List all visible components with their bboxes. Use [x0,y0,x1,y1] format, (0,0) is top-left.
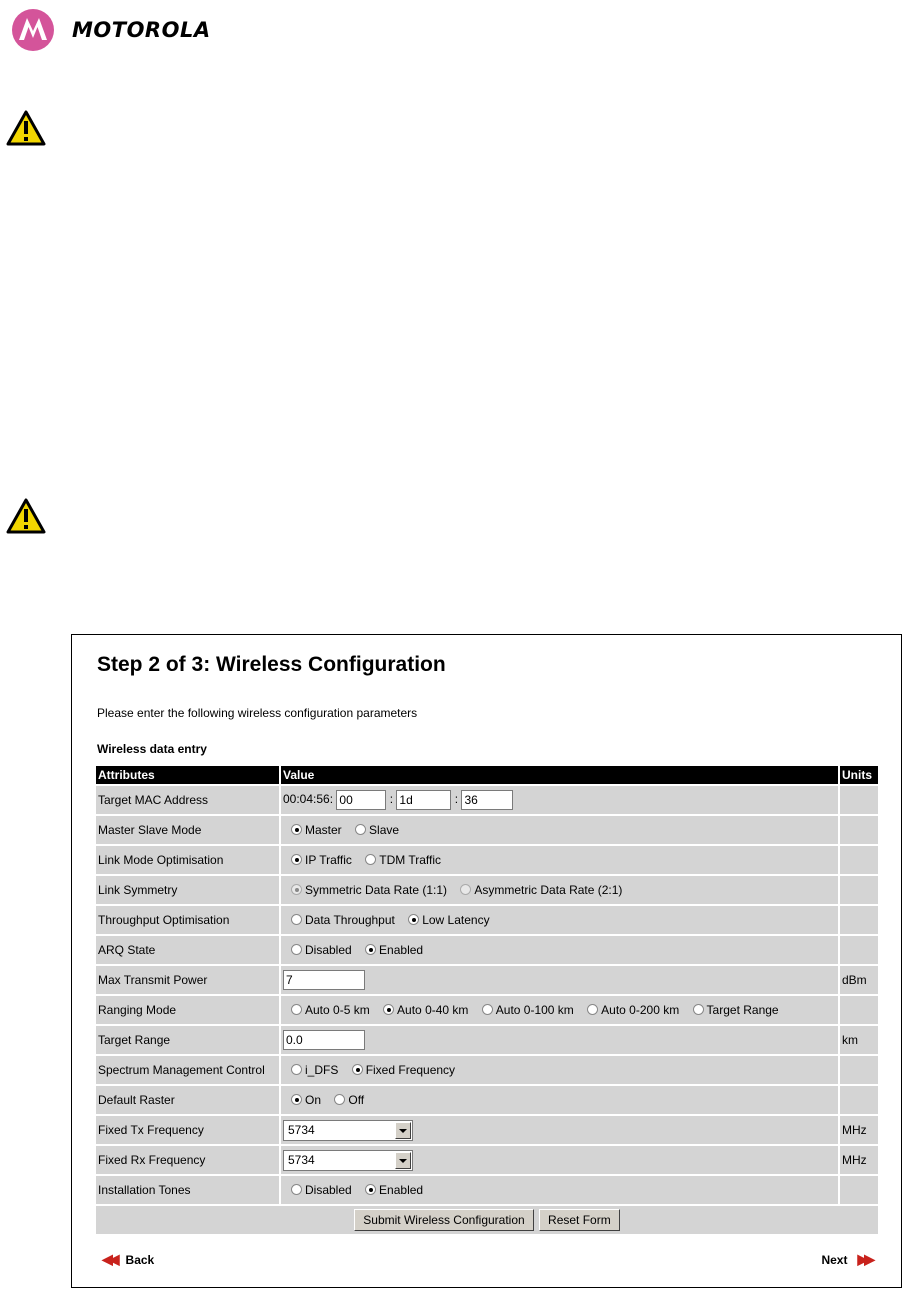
fixed-frequency-label: Fixed Frequency [365,1063,456,1077]
asymmetric-label: Asymmetric Data Rate (2:1) [474,883,623,897]
reset-form-button[interactable]: Reset Form [539,1209,620,1231]
row-default-raster [96,1086,878,1114]
row-link-symmetry [96,876,878,904]
low-latency-radio[interactable] [408,914,419,925]
attr-label: Ranging Mode [96,996,279,1024]
attr-label: Fixed Rx Frequency [96,1146,279,1174]
header-attributes: Attributes [96,766,279,784]
attr-label: Spectrum Management Control [96,1056,279,1084]
tones-enabled-radio[interactable] [365,1184,376,1195]
motorola-batwing-icon [12,9,54,51]
mac-octet-1-input[interactable]: 00 [336,790,386,810]
next-link[interactable] [821,1251,871,1268]
range-0-200-label: Auto 0-200 km [601,1003,680,1017]
attr-label: Throughput Optimisation [96,906,279,934]
ip-traffic-radio[interactable] [291,854,302,865]
header-value: Value [279,766,838,784]
units-cell [838,786,878,814]
row-ranging-mode [96,996,878,1024]
units-cell [838,996,878,1024]
units-cell: MHz [838,1146,878,1174]
row-installation-tones [96,1176,878,1204]
motorola-logo [12,9,211,51]
max-power-input[interactable]: 7 [283,970,365,990]
target-range-label: Target Range [706,1003,779,1017]
units-cell [838,906,878,934]
units-cell [838,876,878,904]
units-cell: MHz [838,1116,878,1144]
attr-label: Fixed Tx Frequency [96,1116,279,1144]
back-label: Back [125,1252,155,1267]
range-0-200-radio[interactable] [587,1004,598,1015]
mac-octet-3-input[interactable]: 36 [461,790,513,810]
wireless-config-panel [71,634,902,1288]
units-cell: dBm [838,966,878,994]
attr-label: Installation Tones [96,1176,279,1204]
rx-frequency-select[interactable] [283,1150,413,1171]
raster-off-label: Off [348,1093,365,1107]
row-fixed-tx-frequency [96,1116,878,1144]
brand-name: MOTOROLA [72,18,211,42]
tones-disabled-radio[interactable] [291,1184,302,1195]
raster-on-radio[interactable] [291,1094,302,1105]
target-range-radio[interactable] [693,1004,704,1015]
tx-frequency-value: 5734 [288,1122,315,1137]
units-cell [838,1176,878,1204]
tdm-traffic-radio[interactable] [365,854,376,865]
page-title: Step 2 of 3: Wireless Configuration [97,653,446,676]
arq-disabled-label: Disabled [305,943,352,957]
symmetric-label: Symmetric Data Rate (1:1) [305,883,448,897]
asymmetric-radio[interactable] [460,884,471,895]
rx-frequency-value: 5734 [288,1152,315,1167]
row-throughput [96,906,878,934]
row-target-mac [96,786,878,814]
tones-disabled-label: Disabled [305,1183,352,1197]
attr-label: ARQ State [96,936,279,964]
mac-separator: : [389,792,394,807]
arq-enabled-radio[interactable] [365,944,376,955]
low-latency-label: Low Latency [422,913,490,927]
attr-label: Target Range [96,1026,279,1054]
raster-off-radio[interactable] [334,1094,345,1105]
units-cell: km [838,1026,878,1054]
data-throughput-label: Data Throughput [305,913,395,927]
warning-icon [6,498,46,534]
units-cell [838,816,878,844]
row-target-range [96,1026,878,1054]
row-arq-state [96,936,878,964]
master-label: Master [305,823,342,837]
chevron-down-icon[interactable] [395,1122,411,1139]
header-units: Units [838,766,878,784]
next-label: Next [821,1252,848,1267]
tones-enabled-label: Enabled [379,1183,424,1197]
mac-prefix: 00:04:56: [283,792,334,807]
units-cell [838,846,878,874]
data-throughput-radio[interactable] [291,914,302,925]
attr-label: Max Transmit Power [96,966,279,994]
arq-enabled-label: Enabled [379,943,424,957]
attr-label: Link Symmetry [96,876,279,904]
row-spectrum-management [96,1056,878,1084]
slave-radio[interactable] [355,824,366,835]
chevron-down-icon[interactable] [395,1152,411,1169]
slave-label: Slave [369,823,400,837]
attr-label: Master Slave Mode [96,816,279,844]
tdm-traffic-label: TDM Traffic [379,853,442,867]
attr-label: Target MAC Address [96,786,279,814]
idfs-label: i_DFS [305,1063,339,1077]
range-0-40-radio[interactable] [383,1004,394,1015]
range-0-40-label: Auto 0-40 km [397,1003,469,1017]
fixed-frequency-radio[interactable] [352,1064,363,1075]
target-range-input[interactable]: 0.0 [283,1030,365,1050]
section-title: Wireless data entry [97,742,207,756]
range-0-100-label: Auto 0-100 km [495,1003,574,1017]
units-cell [838,936,878,964]
form-actions-row [96,1206,878,1234]
intro-text: Please enter the following wireless configuration parameters [97,706,418,720]
units-cell [838,1056,878,1084]
idfs-radio[interactable] [291,1064,302,1075]
double-arrow-left-icon: ◀◀ [102,1251,116,1267]
ip-traffic-label: IP Traffic [305,853,352,867]
attr-label: Default Raster [96,1086,279,1114]
warning-icon [6,110,46,146]
symmetric-radio[interactable] [291,884,302,895]
submit-wireless-configuration-button[interactable]: Submit Wireless Configuration [354,1209,533,1231]
row-max-transmit-power [96,966,878,994]
mac-separator: : [454,792,459,807]
range-0-5-label: Auto 0-5 km [305,1003,370,1017]
row-master-slave [96,816,878,844]
mac-octet-2-input[interactable]: 1d [396,790,451,810]
row-fixed-rx-frequency [96,1146,878,1174]
attr-label: Link Mode Optimisation [96,846,279,874]
arq-disabled-radio[interactable] [291,944,302,955]
units-cell [838,1086,878,1114]
range-0-100-radio[interactable] [482,1004,493,1015]
raster-on-label: On [305,1093,322,1107]
back-link[interactable] [102,1251,154,1268]
table-header-row [96,766,878,784]
double-arrow-right-icon: ▶▶ [857,1251,871,1267]
wireless-data-table [96,764,878,1236]
tx-frequency-select[interactable] [283,1120,413,1141]
range-0-5-radio[interactable] [291,1004,302,1015]
row-link-mode [96,846,878,874]
master-radio[interactable] [291,824,302,835]
